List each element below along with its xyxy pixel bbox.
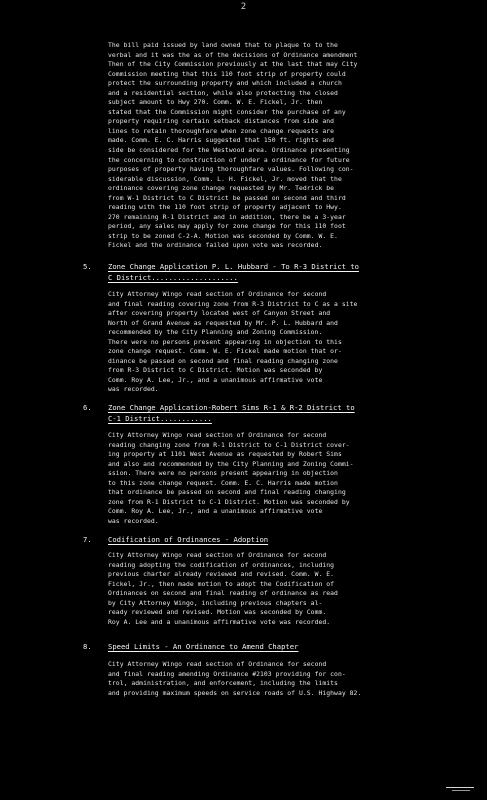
footer-rule-secondary [452,790,470,791]
item-5-body: City Attorney Wingo read section of Ordinance for second and final reading covering zone from R-3 District to C as a site after covering property located west of Canyon Street and North of Grand Avenue as requested by Mr. P. L. Hubbard and recommended by the City Planning and Zoning Commission. There were no persons present appearing in objection to this zone change request. Comm. W. E. Fickel made motion that or- dinance be passed on second and final reading changing zone from R-3 District to C District. Motion was seconded by Comm. Roy A. Lee, Jr., and a unanimous affirmative vote was recorded. [108,290,358,394]
item-5-heading-leader: .................... [151,272,238,282]
item-5-heading [108,262,359,283]
item-7-heading [108,535,268,546]
item-5-number: 5. [83,262,92,271]
page-number: 2 [240,2,247,12]
item-7-heading-text: Codification of Ordinances - Adoption [108,535,269,544]
item-6-number: 6. [83,403,92,412]
item-8-heading [108,642,298,653]
item-6-heading-text: Zone Change Application-Robert Sims R-1 & R-2 District to C-1 District [108,403,355,423]
intro-paragraph: The bill paid issued by land owned that to plaque to to the verbal and it was the as of the decisions of Ordinance amendment Then of the City Commission previously at the last that may City Commission meeting that this 110 foot strip of property could protect the surrounding property and which included a church and a residential section, while also protecting the closed subject amount to Hwy 270. Comm. W. E. Fickel, Jr. then stated that the Commission might consider the purchase of any property requiring certain setback distances from side and lines to retain thoroughfare when zone change requests are made. Comm. E. C. Harris suggested that 150 ft. rights and side be considered for the Westwood area. Ordinance presenting the concerning to construction of under a ordinance for future purposes of property having thoroughfare values. Following con- siderable discussion, Comm. L. H. Fickel, Jr. moved that the ordinance covering zone change requested by Mr. Tedrick be from W-1 District to C District be passed on second and third reading with the 110 foot strip of property adjacent to Hwy. 270 remaining R-1 District and in addition, there be a 3-year period, any sales may apply for zone change for this 110 foot strip to be zoned C-2-A. Motion was seconded by Comm. W. E. Fickel and the ordinance failed upon vote was recorded. [108,41,358,250]
item-8-heading-text: Speed Limits - An Ordinance to Amend Chapter [108,642,299,651]
footer-rule [446,787,474,788]
item-5-heading-text: Zone Change Application P. L. Hubbard - To R-3 District to C District [108,262,359,282]
item-7-body: City Attorney Wingo read section of Ordinance for second reading adopting the codification of ordinances, including previous charter already reviewed and revised. Comm. W. E. Fickel, Jr., then made motion to adopt the Codification of Ordinances on second and final reading of ordinance as read by City Attorney Wingo, including previous chapters al- ready reviewed and revised. Motion was seconded by Comm. Roy A. Lee and a unanimous affirmative vote was recorded. [108,551,338,626]
item-8-number: 8. [83,642,92,651]
item-6-heading [108,403,355,424]
item-6-heading-leader: ............ [159,413,212,423]
item-7-number: 7. [83,535,92,544]
item-8-body: City Attorney Wingo read section of Ordinance for second and final reading amending Ordinance #2103 providing for con- trol, administration, and enforcement, including the limits and providing maximum speeds on service roads of U.S. Highway 82. [108,660,362,697]
item-6-body: City Attorney Wingo read section of Ordinance for second reading changing zone from R-1 District to C-1 District cover- ing property at 1101 West Avenue as requested by Robert Sims and also and recommended by the City Planning and Zoning Commi- ssion. There were no persons present appearing in objection to this zone change request. Comm. E. C. Harris made motion that ordinance be passed on second and final reading changing zone from R-1 District to C-1 District. Motion was seconded by Comm. Roy A. Lee, Jr., and a unanimous affirmative vote was recorded. [108,431,354,525]
